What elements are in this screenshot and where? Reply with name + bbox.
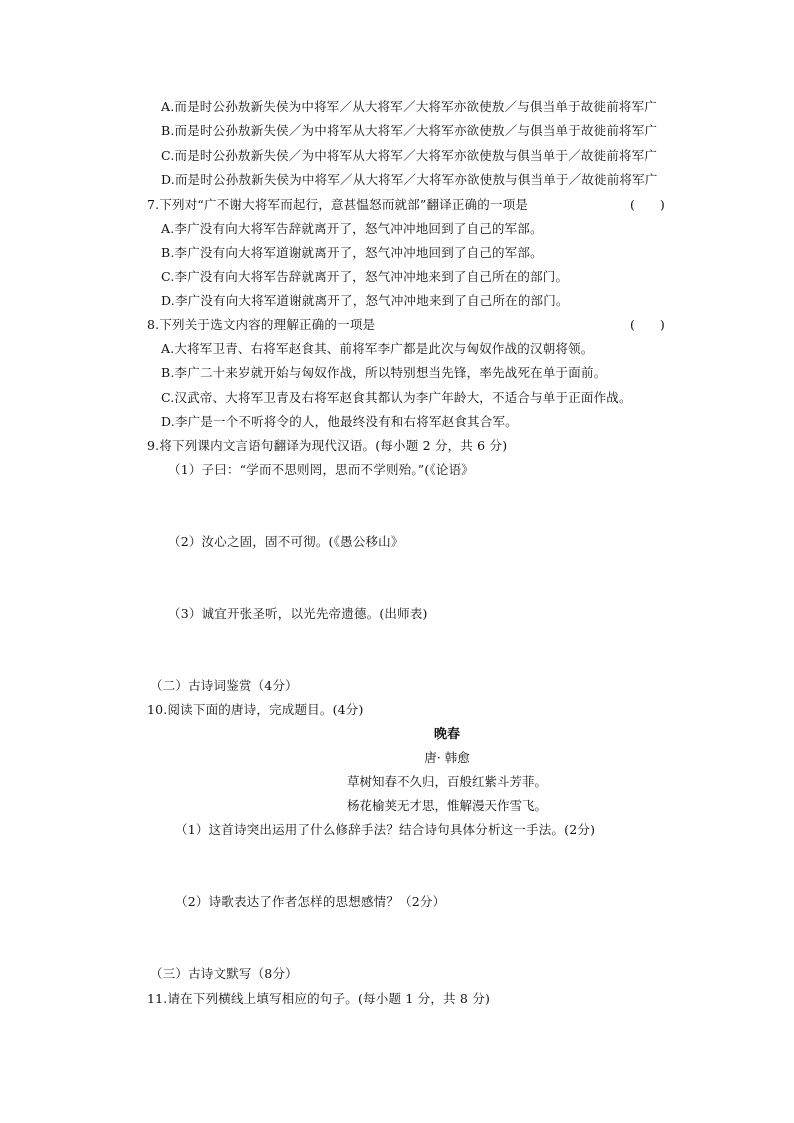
poem-author: 唐· 韩愈 — [424, 750, 470, 765]
q9-stem: 9.将下列课内文言语句翻译为现代汉语。(每小题 2 分，共 6 分) — [147, 438, 508, 453]
q9-item-3: （3）诚宜开张圣听，以光先帝遗德。(出师表) — [168, 606, 428, 621]
q7-option-a: A.李广没有向大将军告辞就离开了，怒气冲冲地回到了自己的军部。 — [161, 221, 543, 236]
q6-option-b: B.而是时公孙敖新失侯／为中将军从大将军／大将军亦欲使敖／与俱当单于故徙前将军广 — [161, 123, 658, 138]
poem-line-2: 杨花榆荚无才思，惟解漫天作雪飞。 — [346, 798, 547, 813]
q9-item-2: （2）汝心之固，固不可彻。(《愚公移山》 — [168, 534, 404, 549]
q7-option-c: C.李广没有向大将军告辞就离开了，怒气冲冲地来到了自己所在的部门。 — [161, 269, 569, 284]
q8-option-d: D.李广是一个不听将令的人，他最终没有和右将军赵食其合军。 — [161, 414, 518, 429]
q8-option-a: A.大将军卫青、右将军赵食其、前将军李广都是此次与匈奴作战的汉朝将领。 — [161, 341, 594, 356]
q10-item-2: （2）诗歌表达了作者怎样的思想感情？（2分） — [175, 894, 446, 909]
q11-stem: 11.请在下列横线上填写相应的句子。(每小题 1 分，共 8 分) — [147, 991, 491, 1006]
poem-line-1: 草树知春不久归，百般红紫斗芳菲。 — [346, 774, 547, 789]
q6-option-d: D.而是时公孙敖新失侯为中将军／从大将军／大将军亦欲使敖与俱当单于／故徙前将军广 — [161, 172, 658, 187]
q7-stem: 7.下列对“广不谢大将军而起行，意甚愠怒而就部”翻译正确的一项是 — [147, 197, 529, 212]
q7-answer-paren: ( ) — [630, 197, 665, 212]
q9-item-1: （1）子曰：“学而不思则罔，思而不学则殆。”(《论语》 — [168, 462, 475, 477]
q10-item-1: （1）这首诗突出运用了什么修辞手法？结合诗句具体分析这一手法。(2分) — [175, 822, 596, 837]
q6-option-a: A.而是时公孙敖新失侯为中将军／从大将军／大将军亦欲使敖／与俱当单于故徙前将军广 — [161, 99, 658, 114]
q10-stem: 10.阅读下面的唐诗，完成题目。(4分) — [147, 702, 364, 717]
poem-title: 晚春 — [433, 727, 460, 742]
section3-heading: （三）古诗文默写（8分） — [150, 966, 298, 981]
section2-heading: （二）古诗词鉴赏（4分） — [150, 678, 298, 693]
q8-option-b: B.李广二十来岁就开始与匈奴作战，所以特别想当先锋，率先战死在单于面前。 — [161, 365, 607, 380]
q6-option-c: C.而是时公孙敖新失侯／为中将军从大将军／大将军亦欲使敖与俱当单于／故徙前将军广 — [161, 148, 658, 163]
q8-option-c: C.汉武帝、大将军卫青及右将军赵食其都认为李广年龄大，不适合与单于正面作战。 — [161, 390, 632, 405]
q8-answer-paren: ( ) — [630, 317, 665, 332]
q7-option-d: D.李广没有向大将军道谢就离开了，怒气冲冲地来到了自己所在的部门。 — [161, 293, 569, 308]
q8-stem: 8.下列关于选文内容的理解正确的一项是 — [147, 317, 376, 332]
q7-option-b: B.李广没有向大将军道谢就离开了，怒气冲冲地回到了自己的军部。 — [161, 245, 543, 260]
